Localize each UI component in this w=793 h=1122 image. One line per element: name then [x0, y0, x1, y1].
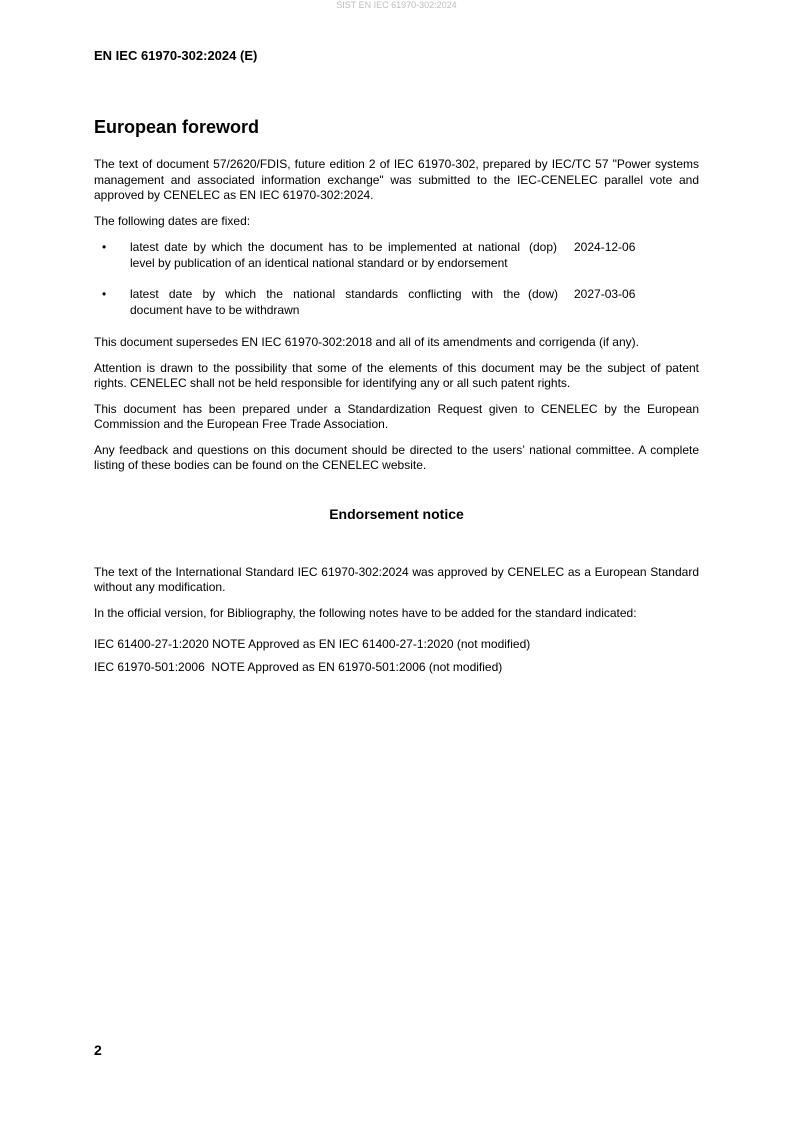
foreword-intro: The text of document 57/2620/FDIS, future edition 2 of IEC 61970-302, prepared by IEC/TC 57 "Power systems management and associated information exchange" was submitted to the IEC-CENELEC parallel vote and approved by CENELEC as EN IEC 61970-302:2024. [94, 157, 699, 202]
watermark: SIST EN IEC 61970-302:2024 [336, 0, 457, 10]
foreword-title: European foreword [94, 117, 260, 137]
dates-intro: The following dates are fixed: [94, 213, 251, 228]
bibliography-notes [94, 637, 699, 675]
bullet-icon: • [102, 287, 107, 301]
date-description-line1: latest date by which the document has to be implemented at national [130, 240, 520, 254]
date-item-dop [94, 240, 699, 271]
date-code: (dow) [527, 287, 558, 301]
endorsement-title: Endorsement notice [329, 505, 464, 522]
date-code: (dop) [528, 240, 557, 254]
date-description-line2: document have to be withdrawn [130, 302, 300, 317]
date-item-dow [94, 287, 699, 318]
bibliography-intro: In the official version, for Bibliography, the following notes have to be added for the standard indicated: [94, 605, 637, 620]
date-value: 2027-03-06 [574, 287, 636, 301]
bibliography-note: IEC 61400-27-1:2020 NOTE Approved as EN IEC 61400-27-1:2020 (not modified) [94, 637, 531, 651]
endorsement-text: The text of the International Standard IEC 61970-302:2024 was approved by CENELEC as a European Standard without any modification. [94, 564, 699, 594]
date-description [130, 240, 520, 271]
feedback-paragraph: Any feedback and questions on this document should be directed to the users’ national committee. A complete listing of these bodies can be found on the CENELEC website. [94, 442, 699, 472]
page-number: 2 [94, 1042, 102, 1058]
bibliography-note: IEC 61970-501:2006 NOTE Approved as EN 61970-501:2006 (not modified) [94, 659, 503, 674]
supersedes-paragraph: This document supersedes EN IEC 61970-302:2018 and all of its amendments and corrigenda (if any). [94, 335, 639, 349]
date-description-line2: level by publication of an identical national standard or by endorsement [130, 255, 508, 270]
date-description-line1: latest date by which the national standards conflicting with the [130, 287, 520, 301]
page-content [94, 116, 699, 682]
date-value: 2024-12-06 [574, 240, 636, 254]
patent-paragraph: Attention is drawn to the possibility that some of the elements of this document may be the subject of patent rights. CENELEC shall not be held responsible for identifying any or all such patent rights. [94, 360, 699, 390]
standardization-paragraph: This document has been prepared under a Standardization Request given to CENELEC by the European Commission and the European Free Trade Association. [94, 401, 699, 431]
document-header: EN IEC 61970-302:2024 (E) [94, 48, 258, 63]
bullet-icon: • [102, 240, 107, 254]
date-description [130, 287, 520, 318]
dates-list [94, 240, 699, 318]
